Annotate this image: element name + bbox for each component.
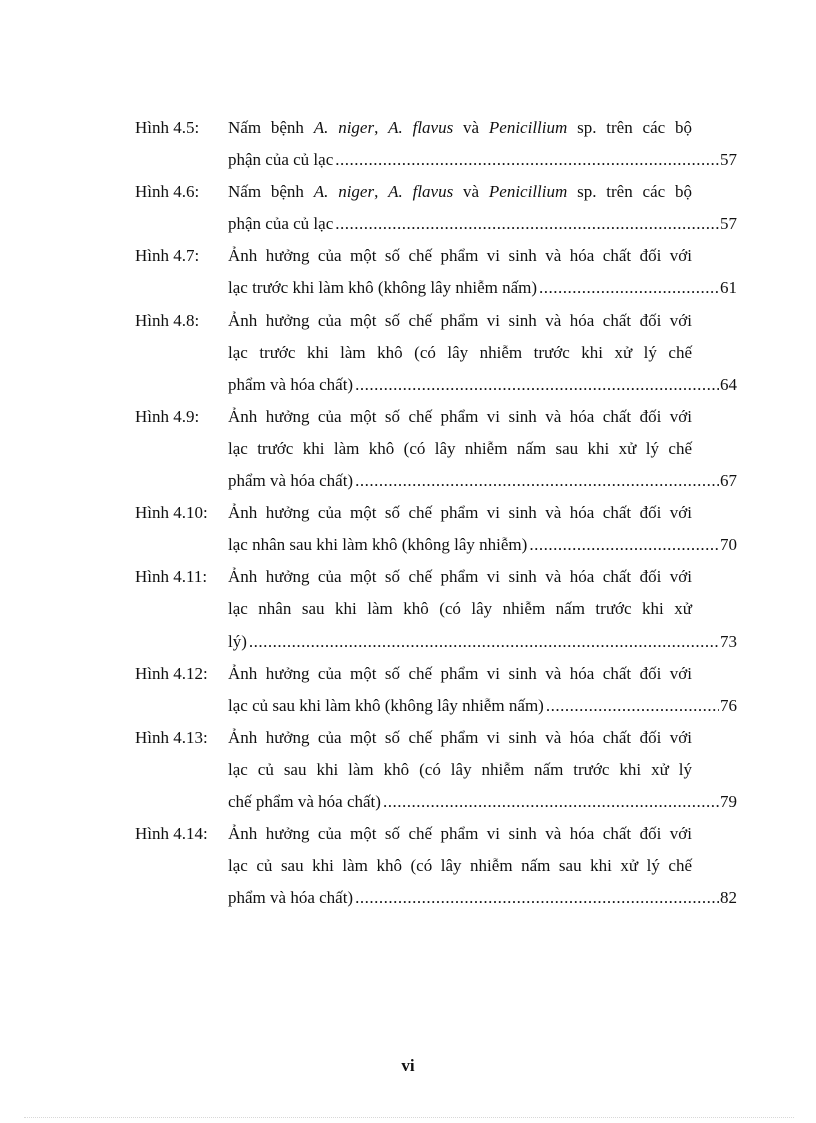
toc-entry[interactable] xyxy=(135,176,737,240)
dot-leader xyxy=(355,465,719,497)
species-name: A. niger xyxy=(313,118,375,137)
entry-last-line: lạc củ sau khi làm khô (không lây nhiễm nấm) ..... 76 xyxy=(228,690,737,722)
page-number: 57 xyxy=(720,214,737,234)
page-number: 57 xyxy=(720,150,737,170)
entry-title-line: lạc trước khi làm khô (có lây nhiễm trước khi xử lý chế xyxy=(228,342,692,362)
figure-label: Hình 4.13: xyxy=(135,727,208,747)
figure-label: Hình 4.14: xyxy=(135,824,208,844)
entry-title-line: lạc nhân sau khi làm khô (có lây nhiễm nấm trước khi xử xyxy=(228,599,692,619)
page-number: 79 xyxy=(720,791,737,811)
entry-last-line: phận của củ lạc ..... 57 xyxy=(228,208,737,240)
page-number: 82 xyxy=(720,888,737,908)
entry-title-line: Ảnh hưởng của một số chế phẩm vi sinh và hóa chất đối với xyxy=(228,503,692,523)
page-bottom-rule xyxy=(24,1117,794,1118)
toc-entry[interactable] xyxy=(135,818,737,914)
entry-last-line: lạc nhân sau khi làm khô (không lây nhiễm) ..... 70 xyxy=(228,529,737,561)
toc-entry[interactable] xyxy=(135,722,737,818)
toc-entry[interactable] xyxy=(135,112,737,176)
entry-title-line: Nấm bệnh A. niger, A. flavus và Penicillium sp. trên các bộ xyxy=(228,118,692,137)
entry-last-line: phẩm và hóa chất) ..... 67 xyxy=(228,465,737,497)
entry-last-line: phẩm và hóa chất) ..... 82 xyxy=(228,882,737,914)
toc-entry[interactable] xyxy=(135,497,737,561)
entry-title-line: Ảnh hưởng của một số chế phẩm vi sinh và hóa chất đối với xyxy=(228,663,692,683)
page-footer-number: vi xyxy=(401,1056,415,1075)
entry-title-line: Ảnh hưởng của một số chế phẩm vi sinh và hóa chất đối với xyxy=(228,567,692,587)
page-number: 73 xyxy=(720,631,737,651)
entry-last-line: phận của củ lạc ..... 57 xyxy=(228,144,737,176)
page-number: 67 xyxy=(720,471,737,491)
figure-label: Hình 4.9: xyxy=(135,406,200,426)
species-name: Penicillium xyxy=(488,118,568,137)
toc-entry[interactable] xyxy=(135,401,737,497)
species-name: A. niger xyxy=(313,182,375,202)
page-number: 61 xyxy=(720,278,737,298)
entry-title-line: Ảnh hưởng của một số chế phẩm vi sinh và hóa chất đối với xyxy=(228,246,692,266)
dot-leader xyxy=(335,144,719,176)
entry-last-line: lạc trước khi làm khô (không lây nhiễm nấm) ..... 61 xyxy=(228,272,737,304)
page-number: 64 xyxy=(720,374,737,394)
figure-label: Hình 4.10: xyxy=(135,503,208,523)
dot-leader xyxy=(529,529,719,561)
entry-title-line: lạc củ sau khi làm khô (có lây nhiễm nấm sau khi xử lý chế xyxy=(228,856,692,876)
entry-title-line: lạc củ sau khi làm khô (có lây nhiễm nấm trước khi xử lý xyxy=(228,759,692,779)
page-number: 76 xyxy=(720,695,737,715)
figure-label: Hình 4.11: xyxy=(135,567,208,587)
dot-leader xyxy=(335,208,719,240)
dot-leader xyxy=(383,786,719,818)
entry-last-line: chế phẩm và hóa chất) ..... 79 xyxy=(228,786,737,818)
toc-entry[interactable] xyxy=(135,658,737,722)
dot-leader xyxy=(539,272,719,304)
entry-last-line: lý) ..... 73 xyxy=(228,626,737,658)
dot-leader xyxy=(355,369,719,401)
species-name: A. flavus xyxy=(388,182,454,202)
figure-label: Hình 4.7: xyxy=(135,246,200,266)
figure-label: Hình 4.5: xyxy=(135,118,200,137)
entry-title-line: Ảnh hưởng của một số chế phẩm vi sinh và hóa chất đối với xyxy=(228,310,692,330)
dot-leader xyxy=(546,690,719,722)
dot-leader xyxy=(355,882,719,914)
entry-last-line: phẩm và hóa chất) ..... 64 xyxy=(228,369,737,401)
figure-label: Hình 4.8: xyxy=(135,310,200,330)
species-name: A. flavus xyxy=(388,118,454,137)
species-name: Penicillium xyxy=(488,182,568,202)
dot-leader xyxy=(249,626,719,658)
toc-entry[interactable] xyxy=(135,240,737,304)
entry-title-line: lạc trước khi làm khô (có lây nhiễm nấm sau khi xử lý chế xyxy=(228,438,692,458)
figure-label: Hình 4.6: xyxy=(135,182,200,202)
entry-title-line: Ảnh hưởng của một số chế phẩm vi sinh và hóa chất đối với xyxy=(228,727,692,747)
figure-list xyxy=(135,112,737,914)
entry-title-line: Ảnh hưởng của một số chế phẩm vi sinh và hóa chất đối với xyxy=(228,824,692,844)
page-number: 70 xyxy=(720,535,737,555)
toc-entry[interactable] xyxy=(135,561,737,657)
entry-title-line: Ảnh hưởng của một số chế phẩm vi sinh và hóa chất đối với xyxy=(228,406,692,426)
toc-entry[interactable] xyxy=(135,305,737,401)
entry-title-line: Nấm bệnh A. niger, A. flavus và Penicillium sp. trên các bộ xyxy=(228,182,692,202)
figure-label: Hình 4.12: xyxy=(135,663,208,683)
